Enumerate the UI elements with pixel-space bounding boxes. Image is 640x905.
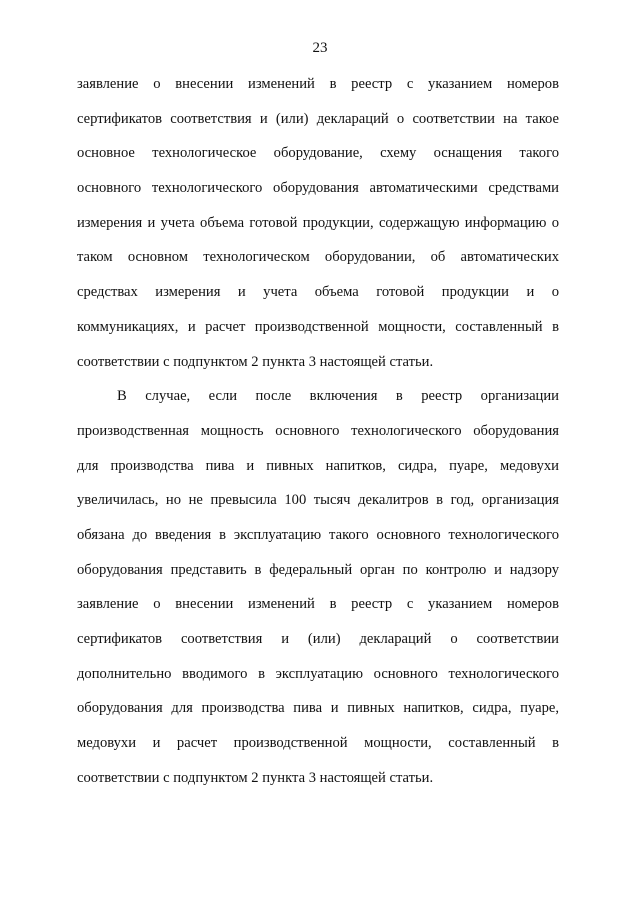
text-line: обязана до введения в эксплуатацию такого основного технологического — [77, 526, 559, 543]
text-line: дополнительно вводимого в эксплуатацию основного технологического — [77, 665, 559, 682]
text-line: сертификатов соответствия и (или) деклараций о соответствии — [77, 631, 559, 647]
text-line: заявление о внесении изменений в реестр с указанием номеров — [77, 76, 559, 92]
text-line: средствах измерения и учета объема готовой продукции и о — [77, 284, 559, 301]
text-line: медовухи и расчет производственной мощности, составленный в — [77, 735, 559, 752]
text-line: соответствии с подпунктом 2 пункта 3 настоящей статьи. — [77, 353, 434, 370]
page-number: 23 — [312, 40, 328, 56]
text-line: увеличилась, но не превысила 100 тысяч декалитров в год, организация — [77, 492, 559, 509]
text-line: основное технологическое оборудование, схему оснащения такого — [77, 145, 559, 162]
text-line: оборудования представить в федеральный орган по контролю и надзору — [77, 561, 559, 578]
text-line: сертификатов соответствия и (или) деклараций о соответствии на такое — [77, 110, 559, 127]
paragraph-1 — [77, 74, 559, 386]
text-line: таком основном технологическом оборудовании, об автоматических — [77, 249, 559, 266]
text-line: измерения и учета объема готовой продукции, содержащую информацию о — [77, 214, 559, 231]
text-line: соответствии с подпунктом 2 пункта 3 настоящей статьи. — [77, 769, 434, 786]
text-line: для производства пива и пивных напитков, сидра, пуаре, медовухи — [77, 457, 559, 474]
text-line: основного технологического оборудования автоматическими средствами — [77, 180, 559, 197]
text-line: В случае, если после включения в реестр организации — [117, 388, 559, 405]
text-line: оборудования для производства пива и пивных напитков, сидра, пуаре, — [77, 700, 559, 717]
text-line: коммуникациях, и расчет производственной мощности, составленный в — [77, 318, 559, 335]
text-line: производственная мощность основного технологического оборудования — [77, 422, 559, 439]
paragraph-2 — [77, 386, 559, 802]
body-text — [77, 74, 559, 802]
text-line: заявление о внесении изменений в реестр с указанием номеров — [77, 596, 559, 613]
